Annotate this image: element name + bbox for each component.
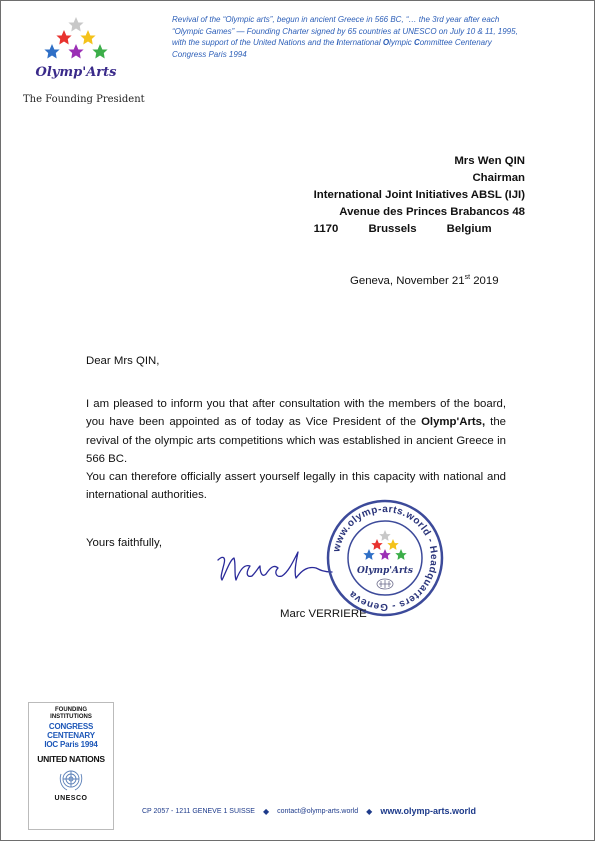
institutions-text: INSTITUTIONS	[50, 714, 92, 720]
header-bold-initial: I	[336, 38, 339, 47]
star-icon	[379, 549, 390, 560]
star-icon	[56, 30, 71, 45]
headquarters-stamp	[325, 498, 445, 618]
handwritten-signature	[212, 542, 342, 590]
congress-text: CONGRESS	[48, 722, 94, 731]
ioc-text: IOC Paris 1994	[44, 740, 98, 749]
logo-wordmark: Olymp'Arts	[35, 65, 117, 80]
diamond-separator-icon: ◆	[262, 806, 270, 816]
header-bold-initial: O	[382, 38, 390, 47]
header-text-part: ommittee Centenary Congress Paris 1994	[172, 38, 492, 59]
centenary-text: CENTENARY	[47, 731, 95, 740]
star-icon	[68, 44, 83, 59]
star-icon	[92, 44, 107, 59]
star-icon	[395, 549, 406, 560]
diamond-separator-icon: ◆	[366, 806, 373, 816]
founding-institutions-box	[28, 702, 114, 830]
signer-name: Marc VERRIERE	[280, 608, 367, 620]
footer-website-link[interactable]: www.olymp-arts.world	[380, 806, 476, 816]
header-text-part: nternational	[338, 38, 383, 47]
body-paragraph: You can therefore officially assert yourself legally in this capacity with national and international authorities.	[86, 471, 506, 502]
body-paragraph	[86, 395, 506, 468]
addressee-title: Chairman	[472, 172, 525, 184]
footer-contact	[142, 806, 476, 816]
star-icon	[68, 17, 83, 32]
unesco-label: UNESCO	[54, 795, 88, 802]
letter-date	[350, 274, 499, 287]
star-icon	[363, 549, 374, 560]
date-text: Geneva, November 21	[350, 274, 465, 287]
united-nations-label: UNITED NATIONS	[37, 754, 105, 764]
body-text: I am pleased to inform you that after consultation with the members of the board, you have been appointed as of today as Vice President of the	[86, 398, 506, 429]
body-bold-text: Olymp'Arts,	[421, 416, 486, 429]
header-text-part: Revival of the “Olympic arts”, begun in ancient Greece in 566 BC, “… the 3rd year after each “Olympic Games” — Founding Charter signed by 65 countries at UNESCO on July 10 & 11, 1995, with the support of the United Nations and the	[172, 15, 518, 47]
addressee-name: Mrs Wen QIN	[454, 155, 525, 167]
star-icon	[80, 30, 95, 45]
addressee-city-line	[314, 221, 492, 238]
header-text-part: lympic	[389, 38, 414, 47]
addressee-block	[314, 153, 525, 238]
founding-text: FOUNDING	[55, 707, 87, 713]
footer-address: CP 2057 - 1211 GENEVE 1 SUISSE	[142, 807, 255, 815]
star-icon	[44, 44, 59, 59]
header-bold-initial: C	[413, 38, 420, 47]
stamp-ring-text: www.olymp-arts.world - Headquarters - Geneva	[331, 503, 440, 613]
addressee-city: Brussels	[368, 223, 417, 235]
founding-label	[29, 707, 113, 721]
header-tagline	[172, 14, 528, 60]
addressee-org: International Joint Initiatives ABSL (IJI)	[313, 189, 525, 201]
olymp-arts-logo	[28, 14, 124, 86]
addressee-street: Avenue des Princes Brabancos 48	[339, 206, 525, 218]
salutation: Dear Mrs QIN,	[86, 355, 160, 367]
date-year: 2019	[470, 274, 499, 287]
addressee-postcode: 1170	[313, 223, 339, 235]
star-icon	[371, 539, 382, 550]
body-text: the revival of the olympic arts competitions which was established in ancient Greece in 566 BC.	[86, 416, 506, 465]
founding-president-label: The Founding President	[23, 94, 145, 105]
date-suffix: st	[464, 274, 471, 281]
star-icon	[379, 530, 390, 541]
un-emblem-icon	[56, 766, 86, 794]
stamp-wordmark: Olymp'Arts	[356, 566, 414, 576]
addressee-country: Belgium	[446, 223, 492, 235]
footer-email-link[interactable]: contact@olymp-arts.world	[277, 807, 359, 815]
stamp-emblem	[377, 579, 393, 589]
ioc-congress-label	[29, 722, 113, 749]
star-icon	[387, 539, 398, 550]
letter-body	[86, 395, 506, 505]
closing: Yours faithfully,	[86, 537, 162, 549]
